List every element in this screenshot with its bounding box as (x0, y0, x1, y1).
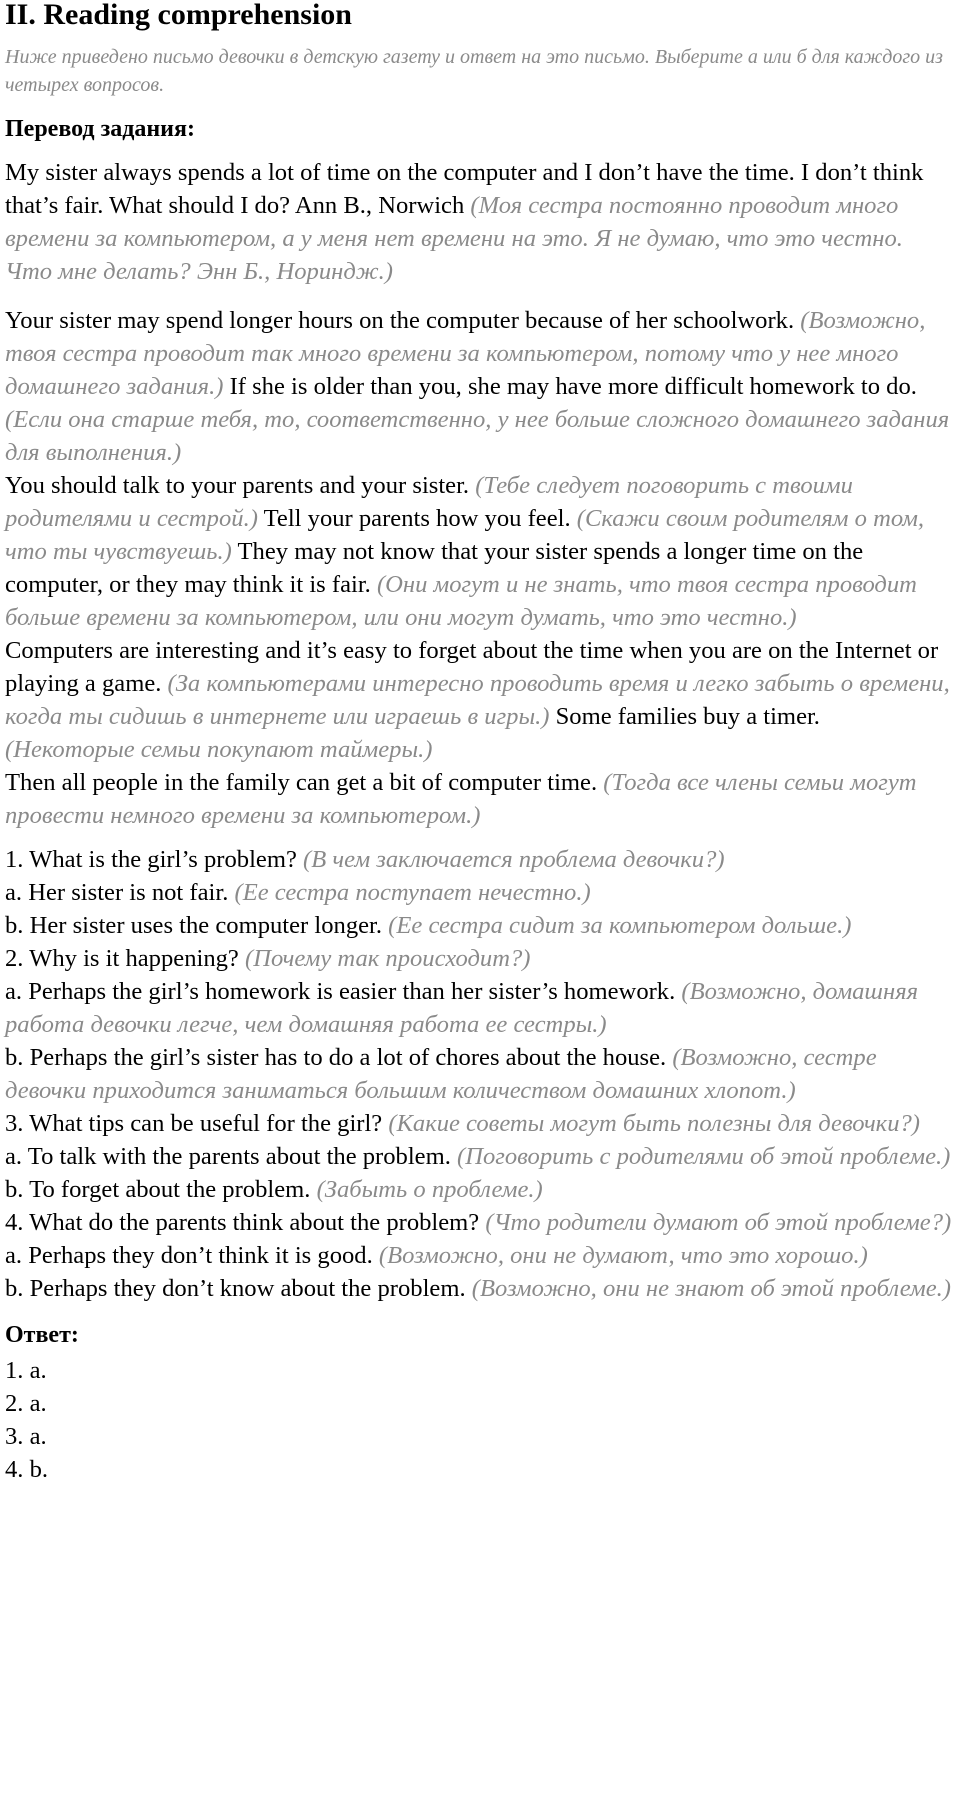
reply-translation: (Тебе следует поговорить с твоими родителями и сестрой.) (5, 472, 853, 532)
reply-paragraph-3 (5, 634, 955, 766)
option-text: a. Perhaps the girl’s homework is easier than her sister’s homework. (5, 978, 676, 1005)
letter-english: My sister always spends a lot of time on the computer and I don’t have the time. I don’t think that’s fair. What should I do? Ann B., Norwich (5, 159, 924, 219)
option-translation: (Поговорить с родителями об этой проблеме.) (457, 1143, 951, 1170)
answer-item: 2. a. (5, 1390, 47, 1417)
option-4a (5, 1239, 955, 1272)
answer-item: 3. a. (5, 1423, 47, 1450)
question-1 (5, 843, 955, 876)
option-4b (5, 1272, 955, 1305)
reply-paragraph-2 (5, 469, 955, 634)
answer-heading: Ответ: (5, 1322, 79, 1348)
question-translation: (В чем заключается проблема девочки?) (303, 846, 725, 873)
section-title: II. Reading comprehension (5, 0, 352, 31)
option-1a (5, 876, 955, 909)
reply-sentence: Some families buy a timer. (555, 703, 820, 730)
reply-sentence: Then all people in the family can get a bit of computer time. (5, 769, 598, 796)
question-2 (5, 942, 955, 975)
question-translation: (Что родители думают об этой проблеме?) (485, 1209, 952, 1236)
option-translation: (Возможно, сестре девочки приходится заниматься большим количеством домашних хлопот.) (5, 1044, 877, 1104)
reply-translation: (За компьютерами интересно проводить время и легко забыть о времени, когда ты сидишь в интернете или играешь в игры.) (5, 670, 950, 730)
document-page (5, 0, 955, 1486)
question-translation: (Почему так происходит?) (245, 945, 531, 972)
option-translation: (Ее сестра сидит за компьютером дольше.) (388, 912, 852, 939)
question-text: 4. What do the parents think about the problem? (5, 1209, 480, 1236)
option-translation: (Возможно, они не знают об этой проблеме.) (471, 1275, 951, 1302)
answer-item: 4. b. (5, 1456, 49, 1483)
questions-block (5, 843, 955, 1305)
reply-sentence: You should talk to your parents and your sister. (5, 472, 470, 499)
reply-sentence: Your sister may spend longer hours on the computer because of her schoolwork. (5, 307, 795, 334)
answer-item: 1. a. (5, 1357, 47, 1384)
option-text: b. Perhaps they don’t know about the problem. (5, 1275, 466, 1302)
question-4 (5, 1206, 955, 1239)
question-text: 2. Why is it happening? (5, 945, 239, 972)
reply-sentence: Tell your parents how you feel. (263, 505, 571, 532)
reply-sentence: They may not know that your sister spends a longer time on the computer, or they may think it is fair. (5, 538, 864, 598)
question-text: 3. What tips can be useful for the girl? (5, 1110, 383, 1137)
option-1b (5, 909, 955, 942)
option-text: b. To forget about the problem. (5, 1176, 311, 1203)
option-translation: (Возможно, домашняя работа девочки легче, чем домашняя работа ее сестры.) (5, 978, 919, 1038)
option-3b (5, 1173, 955, 1206)
option-2a (5, 975, 955, 1041)
option-text: a. Her sister is not fair. (5, 879, 229, 906)
option-3a (5, 1140, 955, 1173)
reply-paragraph-4 (5, 766, 955, 832)
reply-translation: (Если она старше тебя, то, соответственно, у нее больше сложного домашнего задания для выполнения.) (5, 406, 950, 466)
option-text: b. Perhaps the girl’s sister has to do a lot of chores about the house. (5, 1044, 667, 1071)
question-translation: (Какие советы могут быть полезны для девочки?) (388, 1110, 920, 1137)
task-instruction: Ниже приведено письмо девочки в детскую газету и ответ на это письмо. Выберите а или б для каждого из четырех вопросов. (5, 46, 943, 96)
option-2b (5, 1041, 955, 1107)
reply-sentence: If she is older than you, she may have more difficult homework to do. (229, 373, 917, 400)
reply-translation: (Некоторые семьи покупают таймеры.) (5, 736, 433, 763)
letter-paragraph (5, 156, 955, 288)
reply-sentence: Computers are interesting and it’s easy to forget about the time when you are on the Internet or playing a game. (5, 637, 939, 697)
option-translation: (Забыть о проблеме.) (316, 1176, 543, 1203)
reply-translation: (Возможно, твоя сестра проводит так много времени за компьютером, потому что у нее много домашнего задания.) (5, 307, 926, 400)
option-translation: (Ее сестра поступает нечестно.) (234, 879, 591, 906)
reply-translation: (Они могут и не знать, что твоя сестра проводит больше времени за компьютером, или они могут думать, что это честно.) (5, 571, 917, 631)
question-3 (5, 1107, 955, 1140)
reply-paragraph-1 (5, 304, 955, 469)
option-text: a. To talk with the parents about the problem. (5, 1143, 451, 1170)
answer-list (5, 1354, 955, 1486)
option-text: a. Perhaps they don’t think it is good. (5, 1242, 373, 1269)
option-translation: (Возможно, они не думают, что это хорошо.) (378, 1242, 868, 1269)
translation-heading: Перевод задания: (5, 116, 195, 142)
question-text: 1. What is the girl’s problem? (5, 846, 297, 873)
letter-russian: (Моя сестра постоянно проводит много времени за компьютером, а у меня нет времени на это. Я не думаю, что это честно. Что мне делать? Энн Б., Нориндж.) (5, 192, 903, 285)
reply-translation: (Тогда все члены семьи могут провести немного времени за компьютером.) (5, 769, 917, 829)
reply-translation: (Скажи своим родителям о том, что ты чувствуешь.) (5, 505, 925, 565)
option-text: b. Her sister uses the computer longer. (5, 912, 383, 939)
